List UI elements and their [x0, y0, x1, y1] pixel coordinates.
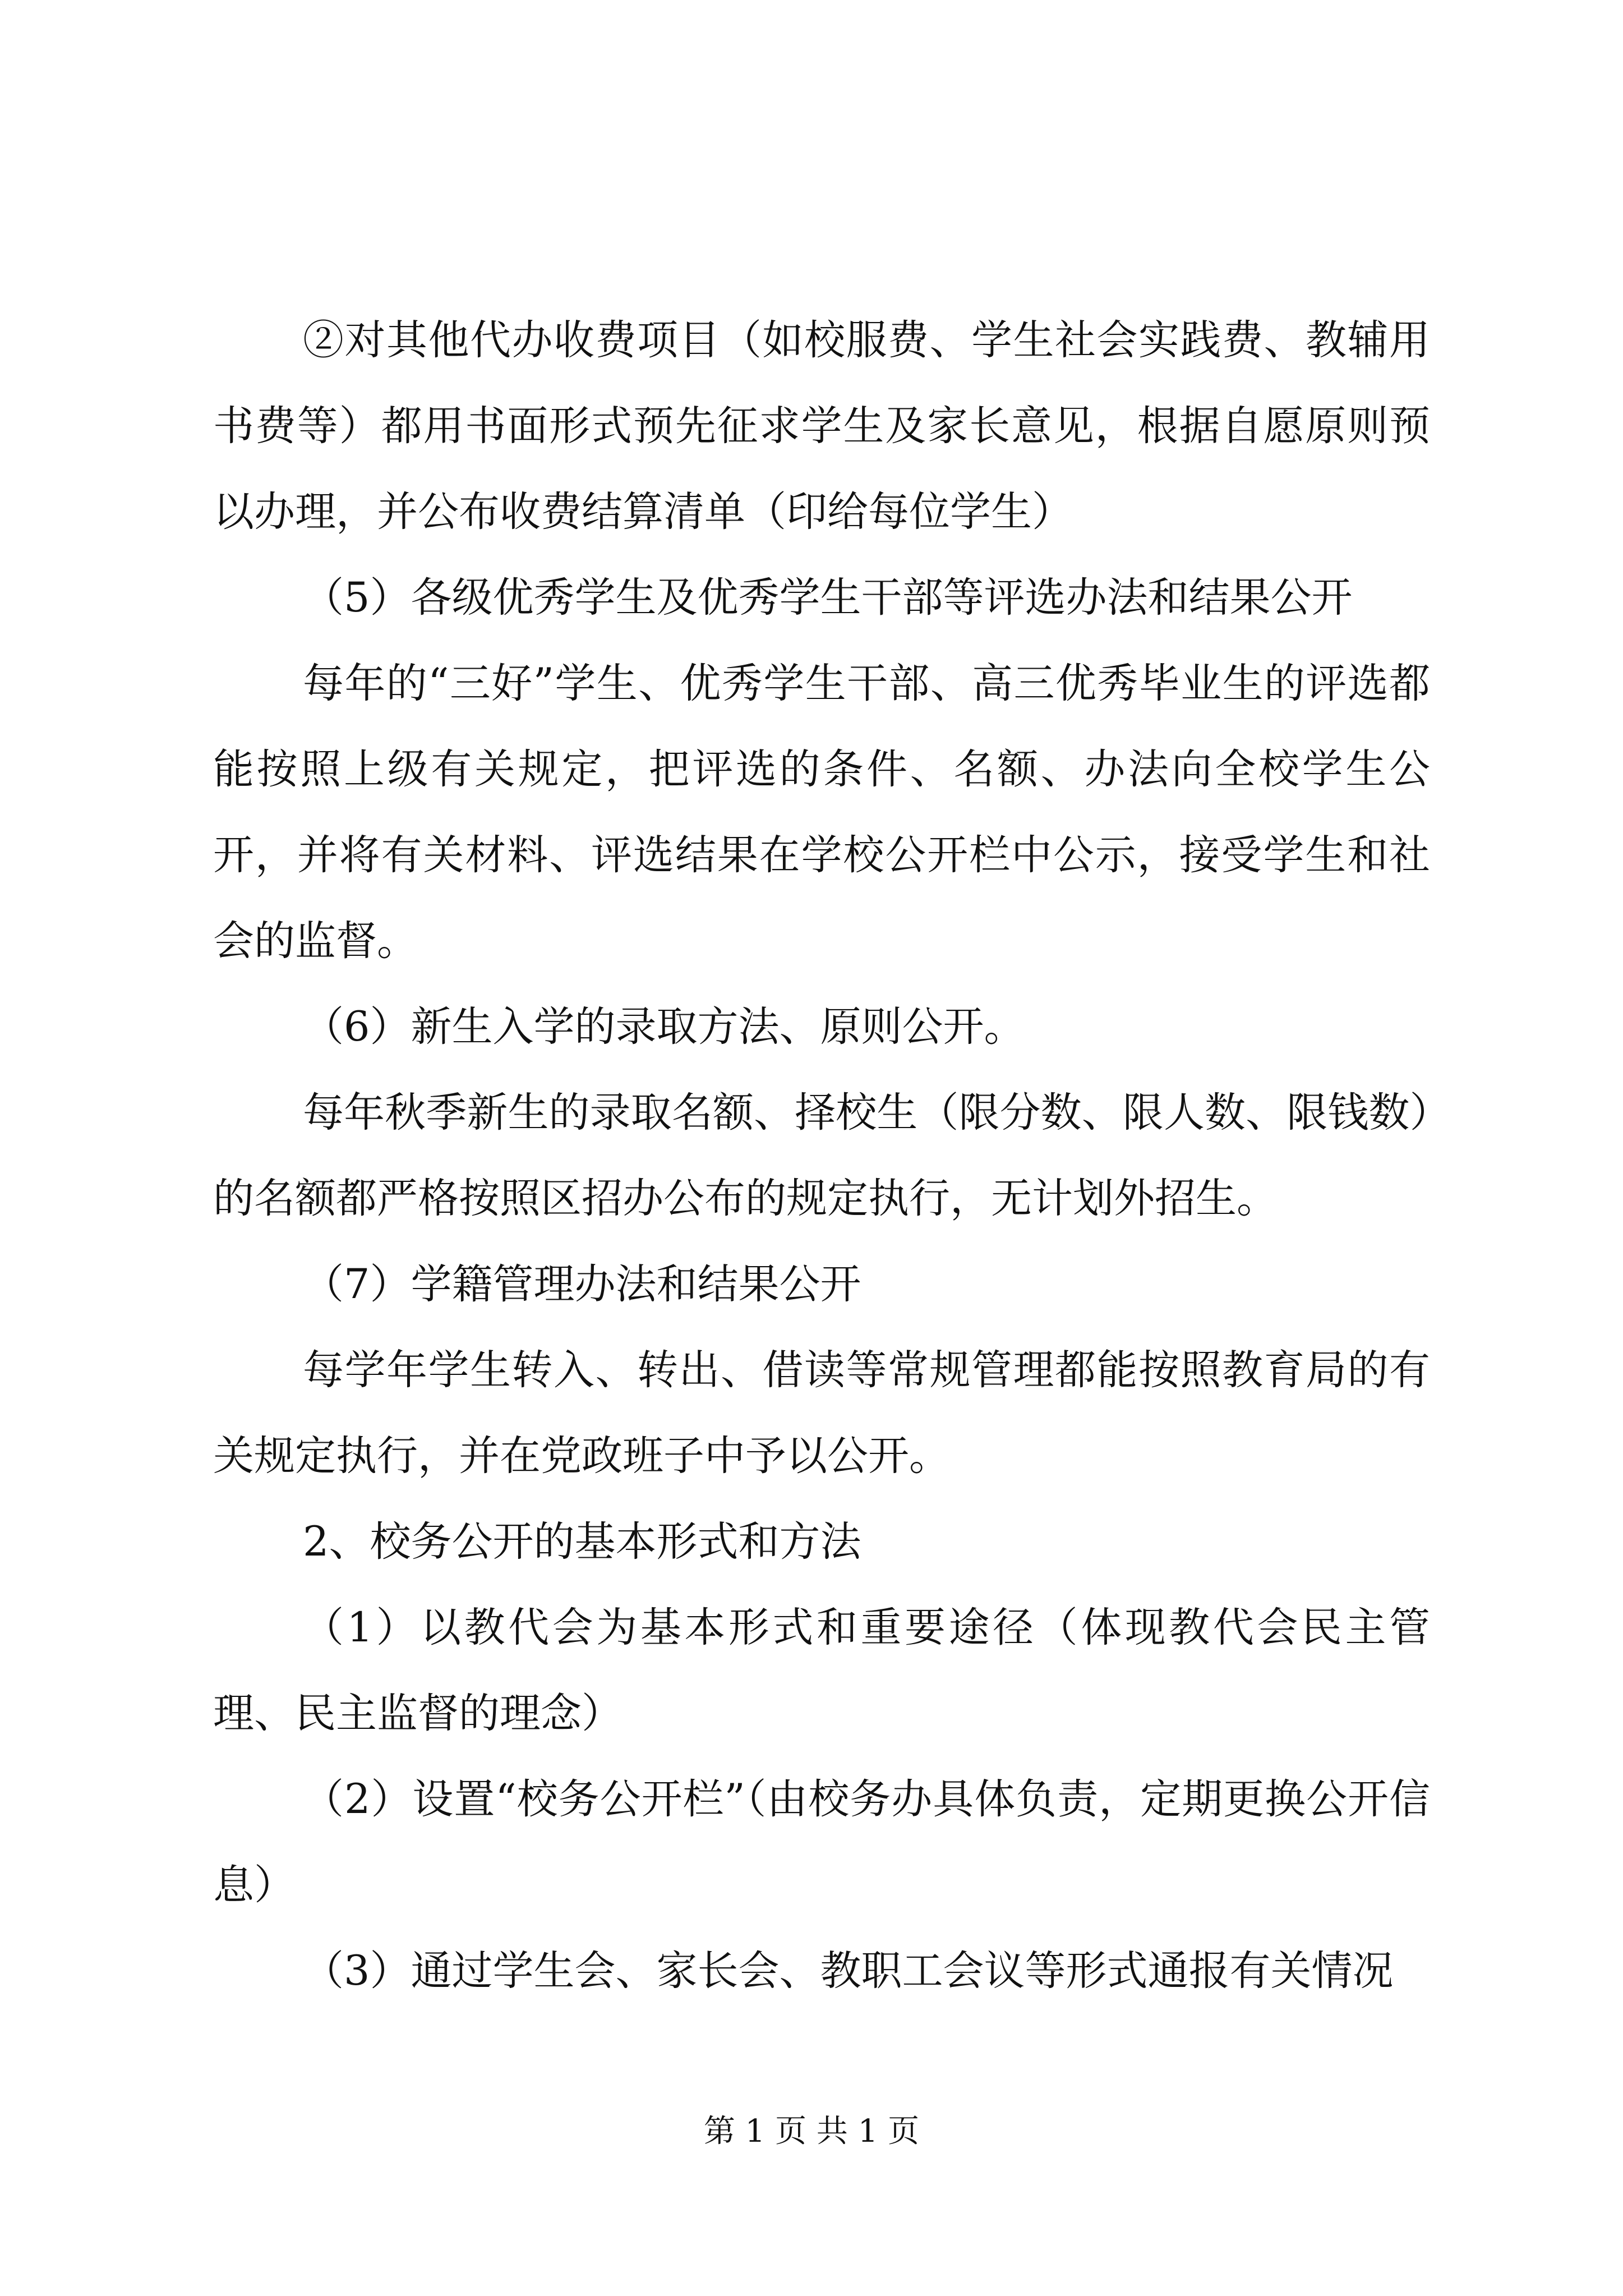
page-footer: 第 1 页 共 1 页: [703, 2113, 920, 2150]
paragraph-method-1: （1）以教代会为基本形式和重要途径（体现教代会民主管理、民主监督的理念）: [213, 1604, 1430, 1737]
paragraph-student-status: 每学年学生转入、转出、借读等常规管理都能按照教育局的有关规定执行，并在党政班子中予以公开。: [213, 1346, 1430, 1480]
heading-student-status: （7）学籍管理办法和结果公开: [303, 1260, 861, 1308]
heading-new-student-admission: （6）新生入学的录取方法、原则公开。: [303, 1003, 1025, 1051]
paragraph-new-student-admission: 每年秋季新生的录取名额、择校生（限分数、限人数、限钱数）的名额都严格按照区招办公布的规定执行，无计划外招生。: [213, 1089, 1430, 1222]
paragraph-excellent-students: 每年的“三好”学生、优秀学生干部、高三优秀毕业生的评选都能按照上级有关规定，把评选的条件、名额、办法向全校学生公开，并将有关材料、评选结果在学校公开栏中公示，接受学生和社会的监督。: [213, 660, 1430, 965]
heading-excellent-students: （5）各级优秀学生及优秀学生干部等评选办法和结果公开: [303, 574, 1353, 622]
paragraph-method-3: （3）通过学生会、家长会、教职工会议等形式通报有关情况: [303, 1947, 1394, 1995]
heading-forms-and-methods: 2、校务公开的基本形式和方法: [303, 1518, 861, 1566]
paragraph-fee-items: ②对其他代办收费项目（如校服费、学生社会实践费、教辅用书费等）都用书面形式预先征求学生及家长意见，根据自愿原则预以办理，并公布收费结算清单（印给每位学生）: [213, 316, 1430, 536]
paragraph-method-2: （2）设置“校务公开栏”（由校务办具体负责，定期更换公开信息）: [213, 1775, 1430, 1909]
document-body: [213, 297, 1430, 2014]
